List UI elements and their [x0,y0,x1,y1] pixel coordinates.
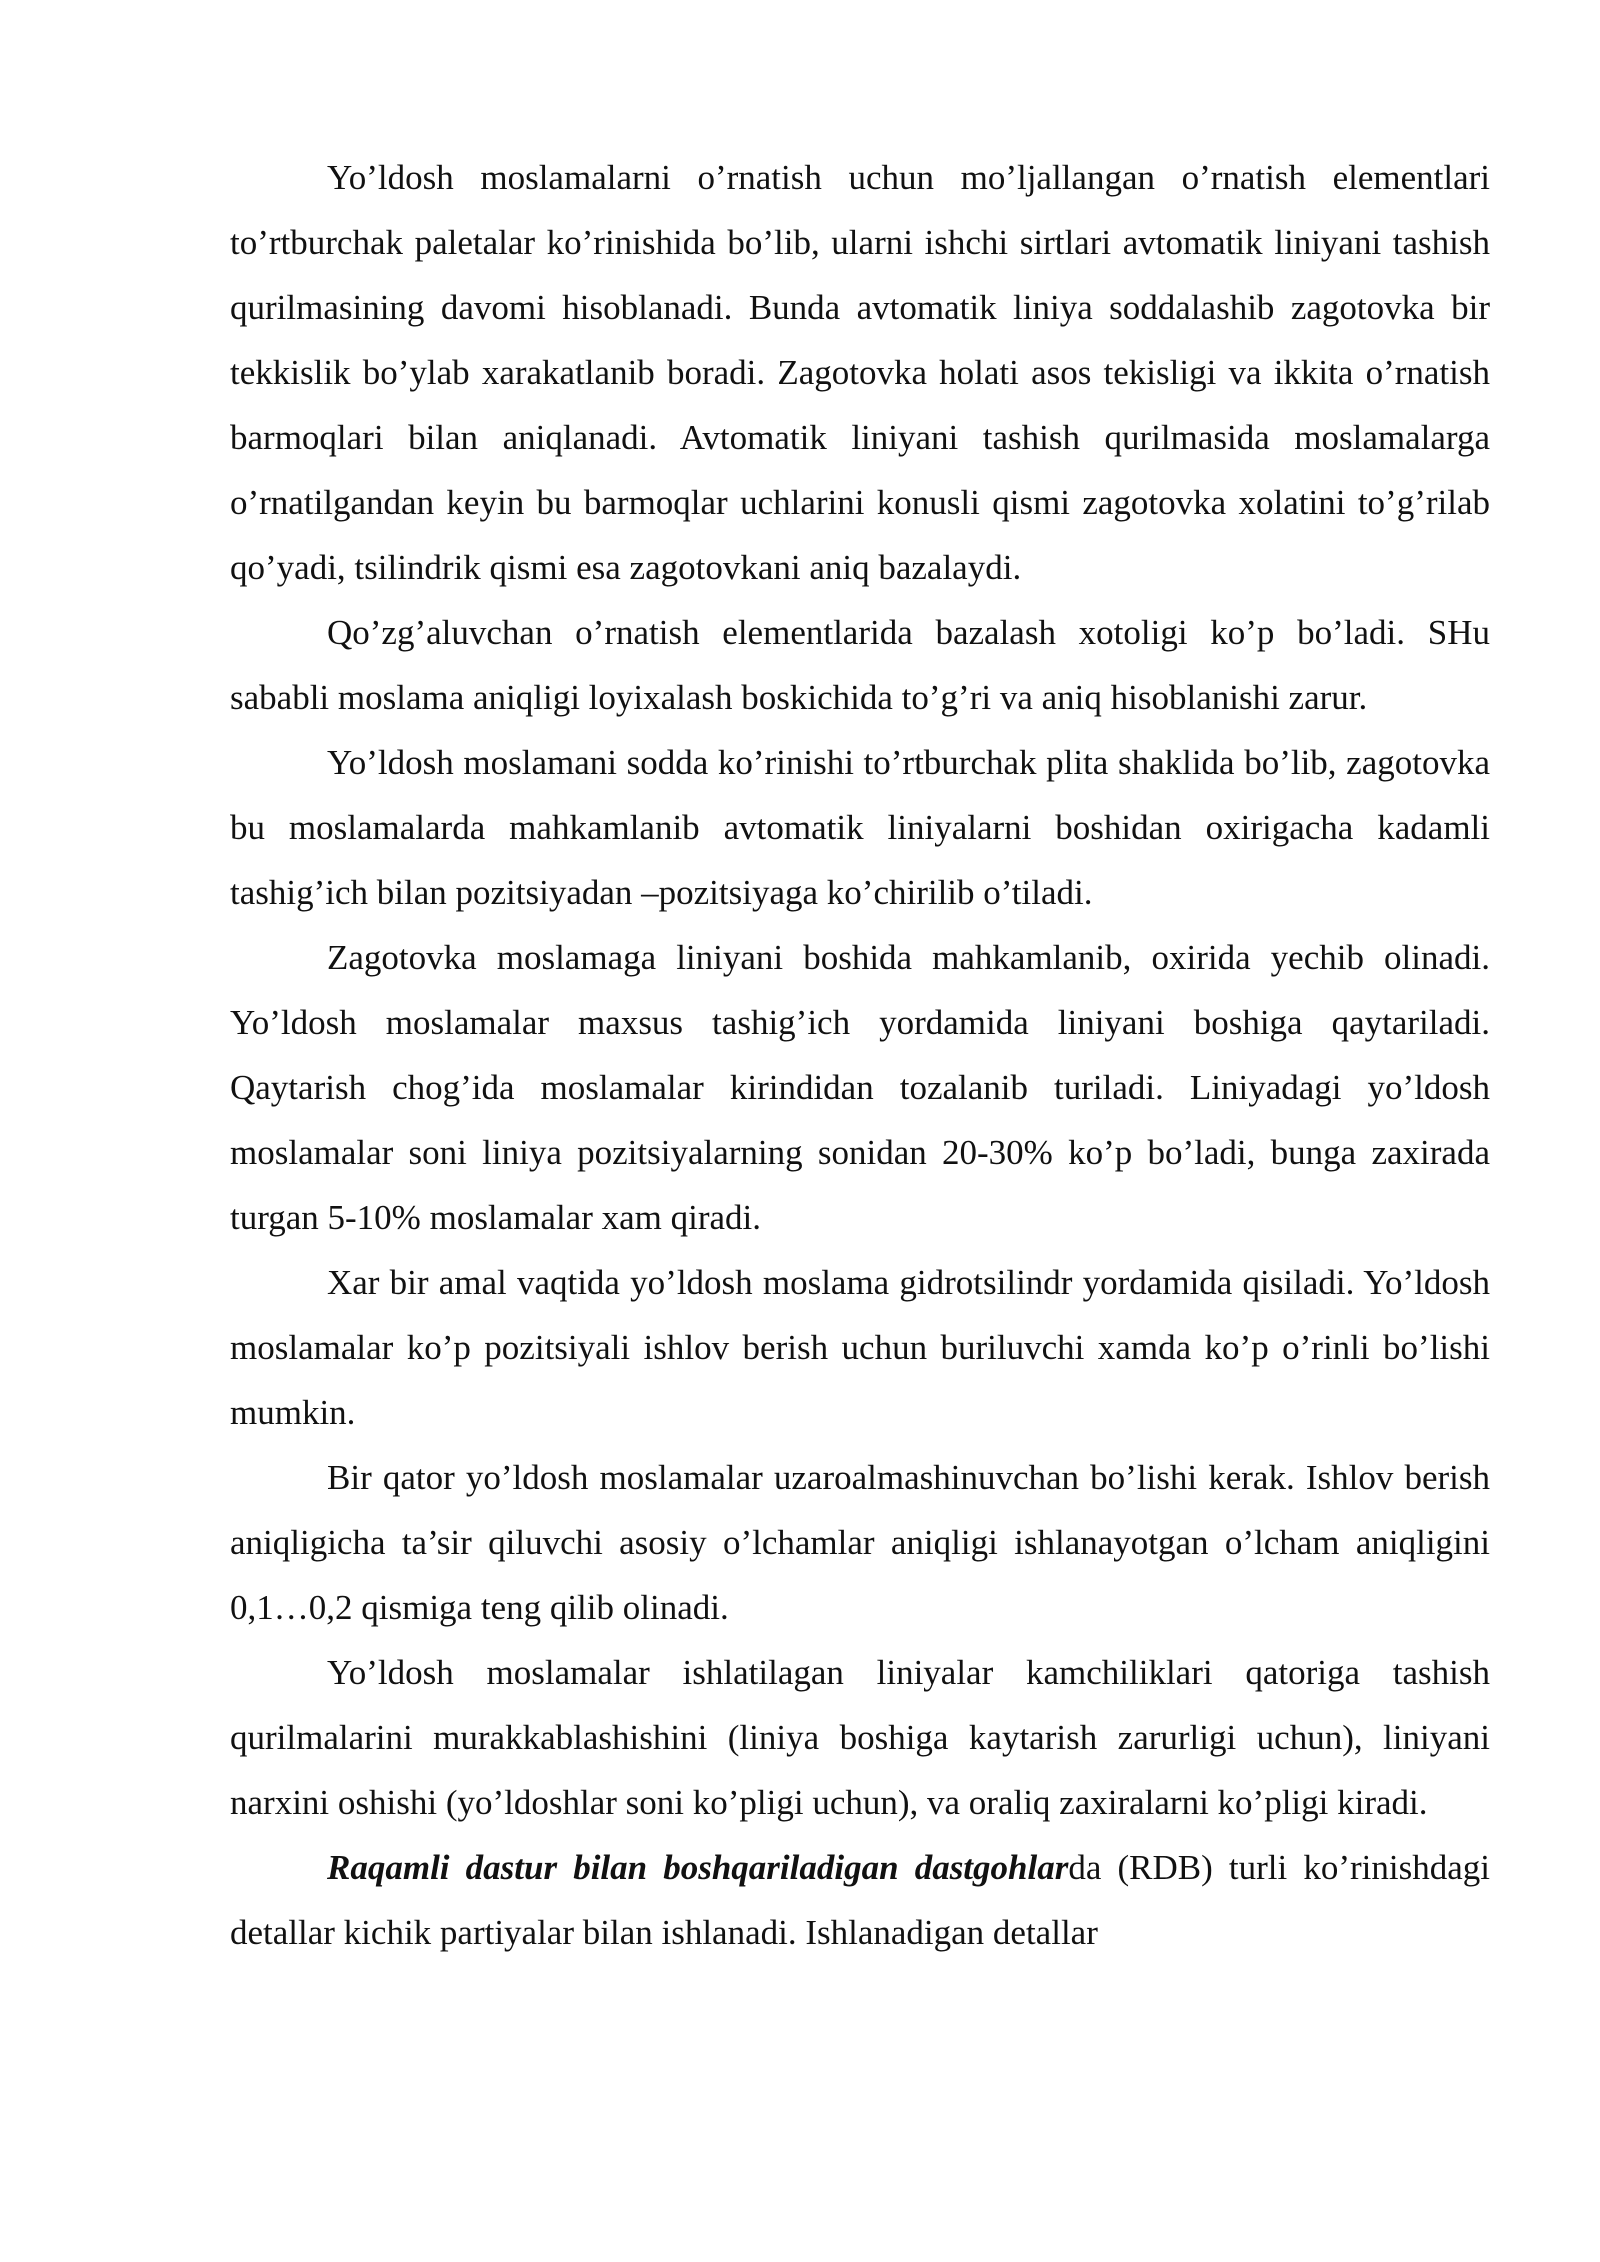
paragraph-8 [230,1835,1490,1965]
document-page [230,145,1490,1965]
paragraph-3: Yo’ldosh moslamani sodda ko’rinishi to’rtburchak plita shaklida bo’lib, zagotovka bu moslamalarda mahkamlanib avtomatik liniyalarni boshidan oxirigacha kadamli tashig’ich bilan pozitsiyadan –pozitsiyaga ko’chirilib o’tiladi. [230,743,1490,912]
paragraph-5: Xar bir amal vaqtida yo’ldosh moslama gidrotsilindr yordamida qisiladi. Yo’ldosh moslamalar ko’p pozitsiyali ishlov berish uchun buriluvchi xamda ko’p o’rinli bo’lishi mumkin. [230,1263,1490,1432]
paragraph-7: Yo’ldosh moslamalar ishlatilagan liniyalar kamchiliklari qatoriga tashish qurilmalarini murakkablashishini (liniya boshiga kaytarish zarurligi uchun), liniyani narxini oshishi (yo’ldoshlar soni ko’pligi uchun), va oraliq zaxiralarni ko’pligi kiradi. [230,1653,1490,1822]
paragraph-1: Yo’ldosh moslamalarni o’rnatish uchun mo’ljallangan o’rnatish elementlari to’rtburchak paletalar ko’rinishida bo’lib, ularni ishchi sirtlari avtomatik liniyani tashish qurilmasining davomi hisoblanadi. Bunda avtomatik liniya soddalashib zagotovka bir tekkislik bo’ylab xarakatlanib boradi. Zagotovka holati asos tekisligi va ikkita o’rnatish barmoqlari bilan aniqlanadi. Avtomatik liniyani tashish qurilmasida moslamalarga o’rnatilgandan keyin bu barmoqlar uchlarini konusli qismi zagotovka xolatini to’g’rilab qo’yadi, tsilindrik qismi esa zagotovkani aniq bazalaydi. [230,158,1490,587]
paragraph-8-lead-term: Raqamli dastur bilan boshqariladigan dastgohlar [327,1848,1069,1887]
paragraph-8-text: da (RDB) turli ko’rinishdagi detallar kichik partiyalar bilan ishlanadi. Ishlanadigan detallar [230,1848,1490,1952]
paragraph-4: Zagotovka moslamaga liniyani boshida mahkamlanib, oxirida yechib olinadi. Yo’ldosh moslamalar maxsus tashig’ich yordamida liniyani boshiga qaytariladi. Qaytarish chog’ida moslamalar kirindidan tozalanib turiladi. Liniyadagi yo’ldosh moslamalar soni liniya pozitsiyalarning sonidan 20-30% ko’p bo’ladi, bunga zaxirada turgan 5-10% moslamalar xam qiradi. [230,938,1490,1237]
paragraph-2: Qo’zg’aluvchan o’rnatish elementlarida bazalash xotoligi ko’p bo’ladi. SHu sababli moslama aniqligi loyixalash boskichida to’g’ri va aniq hisoblanishi zarur. [230,613,1490,717]
paragraph-6: Bir qator yo’ldosh moslamalar uzaroalmashinuvchan bo’lishi kerak. Ishlov berish aniqligicha ta’sir qiluvchi asosiy o’lchamlar aniqligi ishlanayotgan o’lcham aniqligini 0,1…0,2 qismiga teng qilib olinadi. [230,1458,1490,1627]
